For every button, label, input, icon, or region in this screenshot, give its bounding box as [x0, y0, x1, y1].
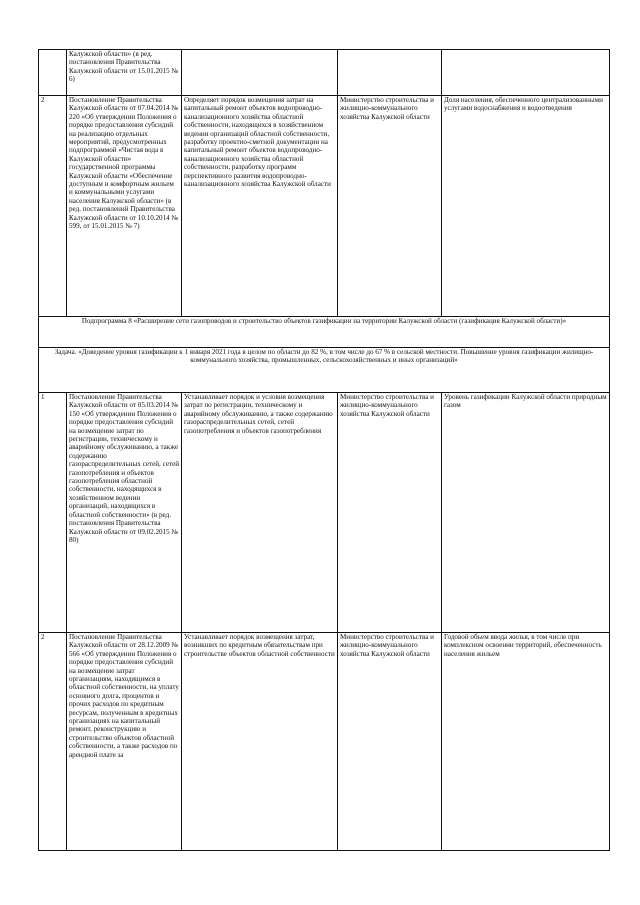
description-cell [182, 393, 338, 633]
table-row [39, 96, 610, 317]
measures-table [38, 49, 610, 851]
executor-cell [338, 633, 442, 851]
indicator-text: Годовой объем ввода жилья, в том числе при комплексном освоении территорий, обеспеченность населения жильем [444, 633, 602, 658]
description-cell [182, 50, 338, 96]
description-text: Устанавливает порядок возмещения затрат, возникших по кредитным обязательствам при строительстве объектов областной собственности [184, 633, 335, 658]
indicator-cell [442, 50, 610, 96]
indicator-text: Доля населения, обеспеченного централизованными услугами водоснабжения и водоотведения [444, 96, 603, 113]
table-row [39, 50, 610, 96]
row-number [39, 50, 67, 96]
task-heading: Задача. «Доведение уровня газификации к 1 января 2021 года в целом по области до 82 %, в том числе до 67 % в сельской местности. Повышение уровня газификации жилищно-коммунального хозяйства, промышленных, сельскохозяйственных и иных организаций» [39, 348, 610, 393]
table-row [39, 633, 610, 851]
description-text: Определяет порядок возмещения затрат на капитальный ремонт объектов водопроводно-канализационного хозяйства областной собственности, находящихся в хозяйственном ведении организаций областной собственности, разработку проектно-сметной документации на капитальный ремонт объектов водопроводно-канализационного хозяйства областной собственности, разработку программ перспективного развития водопроводно-канализационного хозяйства Калужской области [184, 96, 331, 189]
executor-cell [338, 50, 442, 96]
subprogram-row [39, 317, 610, 348]
row-number: 2 [39, 633, 67, 851]
legal-act-cell [67, 50, 182, 96]
indicator-text: Уровень газификации Калужской области природным газом [444, 393, 607, 410]
subprogram-heading: Подпрограмма 8 «Расширение сети газопроводов и строительство объектов газификации на территории Калужской области (газификация Калужской области)» [39, 317, 610, 348]
executor-text: Министерство строительства и жилищно-коммунального хозяйства Калужской области [340, 96, 434, 121]
legal-act-cell [67, 393, 182, 633]
legal-act-text: Постановление Правительства Калужской области от 05.03.2014 № 150 «Об утверждении Положения о порядке предоставления субсидий на возмещение затрат по регистрации, техническому и аварийному обслуживанию, а также содержанию газораспределительных сетей, сетей газопотребления и объектов газопотребления областной собственности, находящихся в хозяйственном ведении организаций, находящихся в областной собственности» (в ред. постановления Правительства Калужской области от 09.02.2015 № 80) [69, 393, 180, 544]
task-row [39, 348, 610, 393]
legal-act-text: Калужской области» (в ред. постановления Правительства Калужской области от 15.01.2015 № 6) [69, 50, 179, 84]
legal-act-text: Постановление Правительства Калужской области от 28.12.2009 № 566 «Об утверждении Положения о порядке предоставления субсидий на возмещение затрат организациям, находящимся в областной собственности, на уплату основного долга, процентов и прочих расходов по кредитным ресурсам, полученным в кредитных организациях на капитальный ремонт, реконструкцию и строительство объектов областной собственности, а также расходов по арендной плате за [69, 633, 179, 759]
legal-act-text: Постановление Правительства Калужской области от 07.04.2014 № 220 «Об утверждении Положения о порядке предоставления субсидий на реализацию отдельных мероприятий, предусмотренных подпрограммой «Чистая вода в Калужской области» государственной программы Калужской области «Обеспечение доступным и комфортным жильем и коммунальными услугами населения Калужской области» (в ред. постановлений Правительства Калужской области от 10.10.2014 № 599, от 15.01.2015 № 7) [69, 96, 179, 231]
legal-act-cell [67, 633, 182, 851]
executor-text: Министерство строительства и жилищно-коммунального хозяйства Калужской области [340, 393, 434, 418]
indicator-cell [442, 393, 610, 633]
executor-cell [338, 393, 442, 633]
description-cell [182, 96, 338, 317]
table-row [39, 393, 610, 633]
row-number: 2 [39, 96, 67, 317]
executor-cell [338, 96, 442, 317]
legal-act-cell [67, 96, 182, 317]
description-cell [182, 633, 338, 851]
indicator-cell [442, 633, 610, 851]
indicator-cell [442, 96, 610, 317]
description-text: Устанавливает порядок и условия возмещения затрат по регистрации, техническому и аварийному обслуживанию, а также содержанию газораспределительных сетей, сетей газопотребления и объектов газопотребления [184, 393, 333, 435]
executor-text: Министерство строительства и жилищно-коммунального хозяйства Калужской области [340, 633, 434, 658]
row-number: 1 [39, 393, 67, 633]
